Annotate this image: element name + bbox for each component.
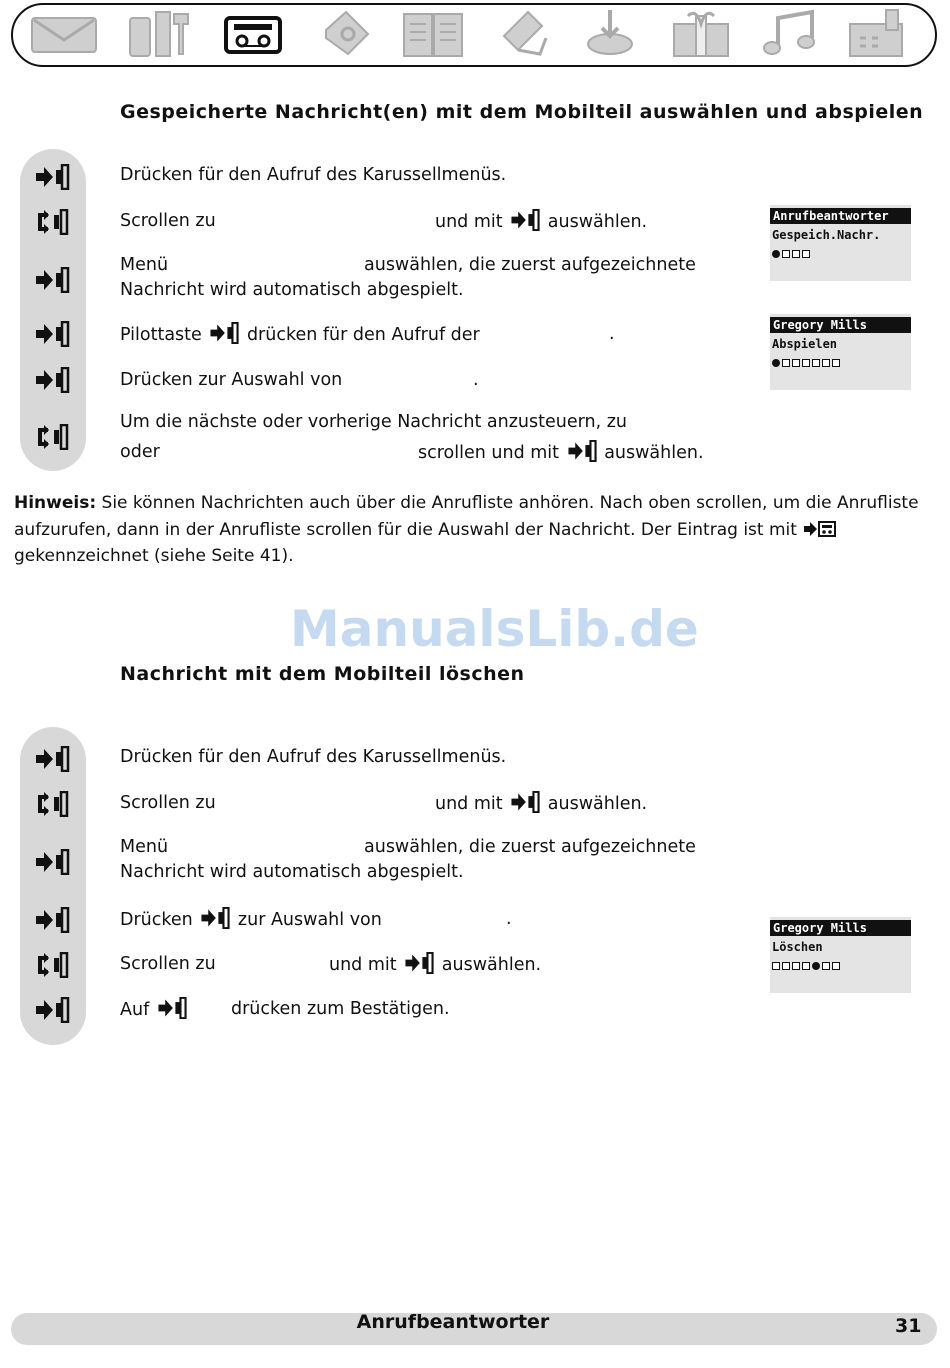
step-text: Drücken zur Auswahl von xyxy=(120,370,343,390)
ok-key-icon xyxy=(508,209,542,231)
menu-dot xyxy=(832,359,840,367)
menu-dot-active xyxy=(772,359,780,367)
scroll-key-icon xyxy=(32,791,72,817)
handset-display xyxy=(770,314,911,390)
key-column xyxy=(20,149,86,471)
ok-key-icon xyxy=(207,322,241,344)
display-header: Anrufbeantworter xyxy=(770,208,911,224)
hint-text: gekennzeichnet (siehe Seite 41). xyxy=(14,546,294,566)
phonebook-icon xyxy=(400,8,476,58)
ok-key-icon xyxy=(32,997,72,1023)
step-text: Pilottaste drücken für den Aufruf der xyxy=(120,322,480,348)
menu-dot xyxy=(792,359,800,367)
menu-dot xyxy=(802,250,810,258)
scroll-key-icon xyxy=(32,952,72,978)
scroll-key-icon xyxy=(32,209,72,235)
ok-key-icon xyxy=(155,997,189,1019)
menu-position-dots xyxy=(770,958,911,974)
menu-dot xyxy=(792,250,800,258)
menu-dot xyxy=(812,359,820,367)
step-text: oder xyxy=(120,442,160,462)
step-text: und mit auswählen. xyxy=(329,952,541,978)
hint-label: Hinweis: xyxy=(14,493,97,513)
step-text: Menü xyxy=(120,837,169,857)
hint-text: Sie können Nachrichten auch über die Anrufliste anhören. Nach oben scrollen, um die Anrufliste aufzurufen, dann in der Anrufliste scrollen für die Auswahl der Nachricht. Der Eintrag ist mit xyxy=(14,493,919,540)
step-text: . xyxy=(506,909,512,929)
step-text: Scrollen zu xyxy=(120,211,216,231)
music-icon xyxy=(756,8,832,58)
step-text: . xyxy=(473,370,479,390)
gift-icon xyxy=(668,8,744,58)
section-title: Gespeicherte Nachricht(en) mit dem Mobilteil auswählen und abspielen xyxy=(120,101,924,123)
display-header: Gregory Mills xyxy=(770,317,911,333)
tag-icon xyxy=(316,8,392,58)
handset-note-icon xyxy=(496,8,572,58)
ok-key-icon xyxy=(32,321,72,347)
phone-base-icon xyxy=(844,8,920,58)
ok-key-icon xyxy=(565,440,599,462)
menu-dot xyxy=(782,962,790,970)
step-text: Nachricht wird automatisch abgespielt. xyxy=(120,280,464,300)
hint-paragraph xyxy=(14,490,934,570)
menu-dot xyxy=(792,962,800,970)
handset-display xyxy=(770,917,911,993)
footer-chapter-title: Anrufbeantworter xyxy=(356,1311,550,1333)
step-text: Menü xyxy=(120,255,169,275)
step-text: drücken zum Bestätigen. xyxy=(231,999,450,1019)
display-header: Gregory Mills xyxy=(770,920,911,936)
step-text: Auf xyxy=(120,997,189,1023)
display-line: Löschen xyxy=(772,940,823,954)
answering-machine-icon xyxy=(220,8,296,58)
display-line: Abspielen xyxy=(772,337,838,351)
ok-key-icon xyxy=(32,267,72,293)
section-title: Nachricht mit dem Mobilteil löschen xyxy=(120,663,525,685)
menu-dot xyxy=(822,359,830,367)
menu-dot xyxy=(822,962,830,970)
step-text: Drücken zur Auswahl von xyxy=(120,907,382,933)
step-text: Um die nächste oder vorherige Nachricht anzusteuern, zu xyxy=(120,412,627,432)
display-line: Gespeich.Nachr. xyxy=(772,228,881,242)
ok-key-icon xyxy=(198,907,232,929)
watermark: ManualsLib.de xyxy=(290,600,699,658)
menu-dot-active xyxy=(812,962,820,970)
menu-position-dots xyxy=(770,355,911,371)
handset-display xyxy=(770,205,911,281)
step-text: auswählen, die zuerst aufgezeichnete xyxy=(364,837,696,857)
page-number: 31 xyxy=(895,1315,922,1337)
menu-dot-active xyxy=(772,250,780,258)
ok-key-icon xyxy=(402,952,436,974)
ok-key-icon xyxy=(508,791,542,813)
menu-position-dots xyxy=(770,246,911,262)
step-text: Scrollen zu xyxy=(120,954,216,974)
scroll-key-icon xyxy=(32,424,72,450)
ok-key-icon xyxy=(32,164,72,190)
step-text: Scrollen zu xyxy=(120,793,216,813)
menu-dot xyxy=(782,359,790,367)
menu-dot xyxy=(772,962,780,970)
step-text: Nachricht wird automatisch abgespielt. xyxy=(120,862,464,882)
ok-key-icon xyxy=(32,746,72,772)
ok-key-icon xyxy=(32,367,72,393)
menu-dot xyxy=(802,962,810,970)
step-text: Drücken für den Aufruf des Karussellmenüs. xyxy=(120,165,507,185)
ok-key-icon xyxy=(32,907,72,933)
ok-key-icon xyxy=(32,849,72,875)
step-text: und mit auswählen. xyxy=(435,209,647,235)
step-text: und mit auswählen. xyxy=(435,791,647,817)
menu-dot xyxy=(832,962,840,970)
envelope-icon xyxy=(28,8,104,58)
menu-dot xyxy=(802,359,810,367)
message-entry-icon xyxy=(802,520,838,538)
download-icon xyxy=(582,8,658,58)
step-text: Drücken für den Aufruf des Karussellmenüs. xyxy=(120,747,507,767)
step-text: auswählen, die zuerst aufgezeichnete xyxy=(364,255,696,275)
step-text: . xyxy=(609,324,615,344)
menu-dot xyxy=(782,250,790,258)
step-text: scrollen und mit auswählen. xyxy=(418,440,704,466)
settings-icon xyxy=(124,8,200,58)
